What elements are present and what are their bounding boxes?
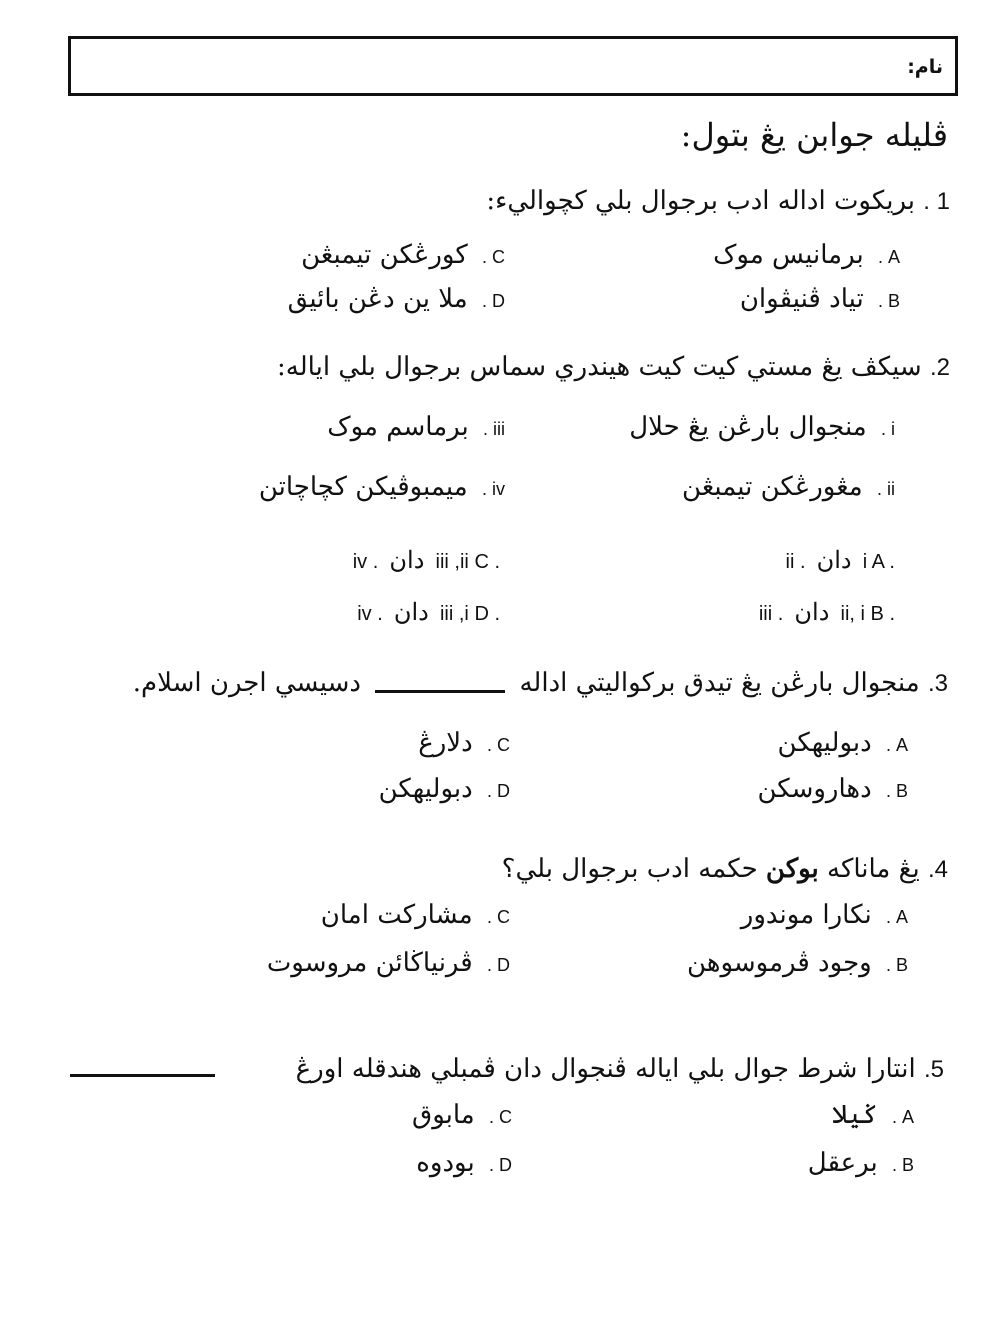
question-text-bold: بوكن — [765, 854, 819, 884]
q3-option-a[interactable] — [778, 728, 908, 758]
option-letter: D . — [486, 955, 510, 975]
option-letter: C . — [486, 735, 510, 755]
answer-blank — [70, 1074, 215, 1077]
option-letter: D . — [488, 1155, 512, 1175]
option-text: كورڠكن تيمبڠن — [301, 240, 468, 270]
q1-option-c[interactable] — [301, 240, 505, 270]
q5-option-a[interactable] — [832, 1100, 914, 1130]
q2-option-b[interactable]: iii . دان ii, i B . — [758, 598, 895, 626]
q5-option-c[interactable] — [412, 1100, 512, 1130]
question-text: بريكوت اداله ادب برجوال بلي كچواليء: — [486, 186, 916, 216]
answer-blank — [375, 690, 505, 693]
question-2 — [277, 352, 950, 382]
question-1 — [486, 186, 950, 216]
question-text-end: دسيسي اجرن اسلام. — [132, 668, 361, 698]
q2-option-c[interactable]: iv . دان iii ,ii C . — [352, 546, 500, 574]
option-text: ڤرنياڬائن مروسوت — [266, 948, 473, 978]
q4-option-b[interactable] — [687, 948, 908, 978]
question-number: 2. — [929, 354, 950, 381]
option-letter: B . — [885, 781, 908, 801]
q2-item-iv — [259, 472, 505, 502]
option-letter: C . — [481, 247, 505, 267]
option-text: دهاروسكن — [757, 774, 872, 804]
item-text: برماسم موک — [327, 412, 469, 442]
option-letter: A . — [891, 1107, 914, 1127]
q3-option-d[interactable] — [379, 774, 510, 804]
option-text: ݢيلا — [832, 1100, 878, 1130]
item-numeral: iii . — [482, 419, 505, 439]
q2-item-i — [629, 412, 895, 442]
question-number: 4. — [927, 856, 948, 883]
question-number: 3. — [927, 670, 948, 697]
item-text: ميمبوڤيكن كچاچاتن — [258, 472, 468, 502]
q1-option-d[interactable] — [288, 284, 505, 314]
name-label: نام: — [907, 56, 943, 78]
option-text: برمانيس موک — [713, 240, 864, 270]
question-5 — [296, 1054, 944, 1084]
option-text: ملا ين دڠن بائيق — [287, 284, 468, 314]
option-letter: B . — [877, 291, 900, 311]
question-3 — [133, 668, 948, 698]
question-text-end: حكمه ادب برجوال بلي؟ — [501, 854, 758, 884]
q2-item-ii — [682, 472, 895, 502]
q1-option-a[interactable] — [713, 240, 900, 270]
item-text: مڠورڠكن تيمبڠن — [682, 472, 863, 502]
q1-option-b[interactable] — [740, 284, 900, 314]
q2-option-a[interactable]: ii . دان i A . — [785, 546, 895, 574]
q5-option-b[interactable] — [808, 1148, 914, 1178]
question-text: انتارا شرط جوال بلي اياله ڤنجوال دان ڤمبلي هندقله اورڠ — [295, 1054, 916, 1084]
question-4 — [502, 854, 948, 884]
option-letter: C . — [486, 907, 510, 927]
option-letter: A . — [885, 735, 908, 755]
option-text: مشاركت امان — [320, 900, 473, 930]
instruction-title: ڤليله جوابن يڠ بتول: — [680, 116, 948, 154]
option-text: بودوه — [416, 1148, 475, 1178]
option-text: دلارڠ — [418, 728, 473, 758]
option-text: برعقل — [807, 1148, 878, 1178]
q4-option-d[interactable] — [267, 948, 510, 978]
option-letter: B . — [885, 955, 908, 975]
option-text: دبوليهكن — [777, 728, 872, 758]
q2-item-iii — [327, 412, 505, 442]
q2-option-d[interactable]: iv . دان iii ,i D . — [357, 598, 500, 626]
option-letter: C . — [488, 1107, 512, 1127]
q3-option-c[interactable] — [418, 728, 510, 758]
question-text: يڠ ماناكه — [827, 854, 920, 884]
item-numeral: ii . — [876, 479, 895, 499]
option-letter: A . — [877, 247, 900, 267]
question-text: منجوال بارڠن يڠ تيدق بركواليتي اداله — [519, 668, 920, 698]
question-text: سيكڤ يڠ مستي كيت كيت هيندري سماس برجوال بلي اياله: — [277, 352, 922, 382]
name-box[interactable] — [68, 36, 958, 96]
item-numeral: iv . — [481, 479, 505, 499]
option-letter: B . — [891, 1155, 914, 1175]
item-numeral: i . — [880, 419, 895, 439]
option-text: نكارا موندور — [740, 900, 872, 930]
option-letter: D . — [481, 291, 505, 311]
q5-option-d[interactable] — [416, 1148, 512, 1178]
option-text: مابوق — [412, 1100, 475, 1130]
q3-option-b[interactable] — [757, 774, 908, 804]
question-number: 5. — [923, 1056, 944, 1083]
q4-option-a[interactable] — [741, 900, 908, 930]
question-number: 1 . — [923, 188, 950, 215]
option-text: دبوليهكن — [378, 774, 473, 804]
option-text: وجود ڤرموسوهن — [686, 948, 872, 978]
item-text: منجوال بارڠن يڠ حلال — [629, 412, 867, 442]
option-text: تياد ڤنيڤوان — [739, 284, 864, 314]
q4-option-c[interactable] — [321, 900, 510, 930]
option-letter: D . — [486, 781, 510, 801]
option-letter: A . — [885, 907, 908, 927]
